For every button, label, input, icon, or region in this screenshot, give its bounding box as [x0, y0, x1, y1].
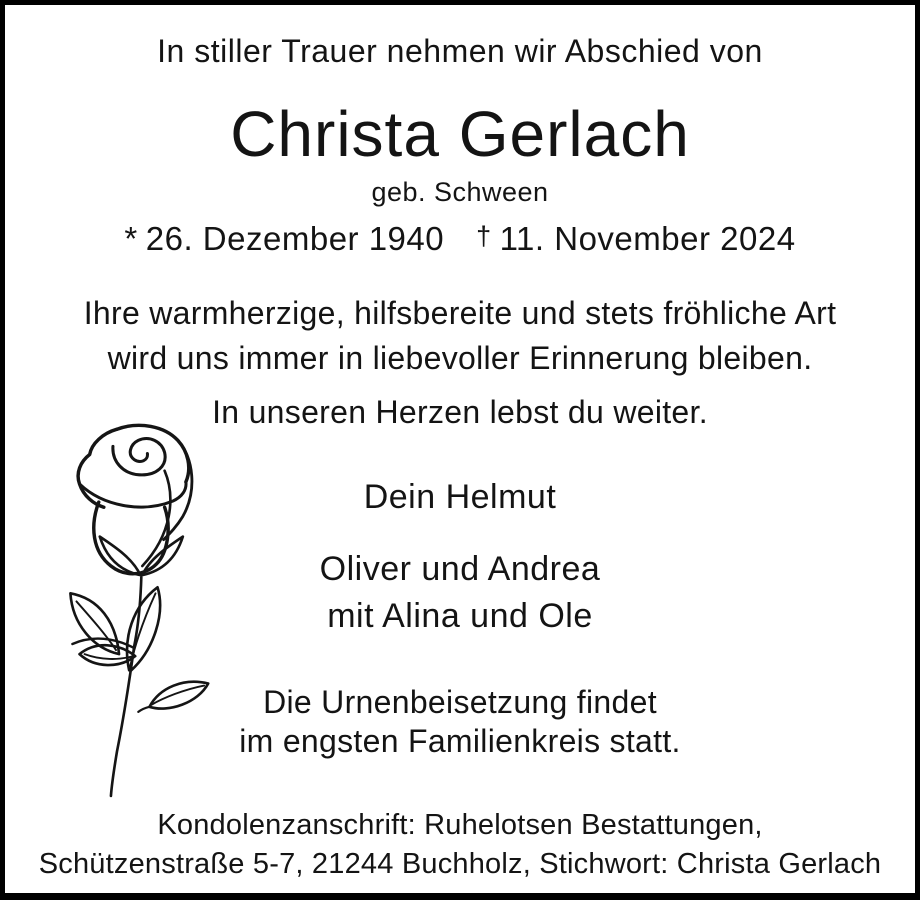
mourner-husband: Dein Helmut: [363, 478, 557, 516]
ceremony-info: [5, 683, 915, 761]
birth-date: 26. Dezember 1940: [145, 220, 445, 257]
birth-symbol-icon: *: [124, 220, 138, 257]
death-date: 11. November 2024: [499, 220, 796, 257]
condolence-address: [5, 806, 915, 884]
ceremony-line-2: im engsten Familienkreis statt.: [239, 723, 681, 759]
maiden-name: geb. Schween: [371, 177, 549, 207]
tribute-text: [5, 291, 915, 381]
mourner-family: [5, 546, 915, 640]
tribute-line-2: wird uns immer in liebevoller Erinnerung bleiben.: [107, 340, 813, 376]
intro-line: In stiller Trauer nehmen wir Abschied von: [157, 33, 763, 69]
condolence-line-2: Schützenstraße 5-7, 21244 Buchholz, Stichwort: Christa Gerlach: [38, 848, 882, 880]
mourner-grandchildren: mit Alina und Ole: [327, 597, 593, 635]
deceased-name: Christa Gerlach: [230, 98, 690, 170]
life-dates: [5, 220, 915, 258]
mourner-children: Oliver und Andrea: [319, 550, 601, 588]
tribute-line-1: Ihre warmherzige, hilfsbereite und stets fröhliche Art: [83, 295, 837, 331]
condolence-line-1: Kondolenzanschrift: Ruhelotsen Bestattungen,: [157, 809, 763, 841]
memorial-line: In unseren Herzen lebst du weiter.: [212, 394, 708, 430]
death-symbol-icon: †: [476, 221, 492, 251]
rose-spiral: [113, 439, 165, 475]
ceremony-line-1: Die Urnenbeisetzung findet: [263, 684, 657, 720]
